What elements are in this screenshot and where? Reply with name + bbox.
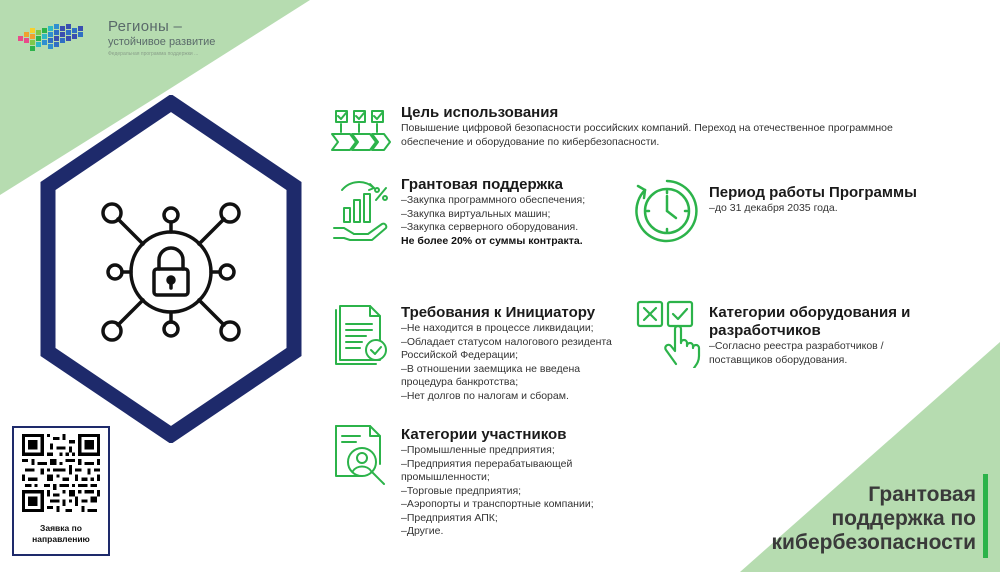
participants-line: –Аэропорты и транспортные компании; — [401, 498, 594, 510]
brand-logo — [14, 14, 244, 74]
qr-caption-line: направлению — [32, 534, 90, 544]
goal-line: Повышение цифровой безопасности российских компаний. Переход на отечественное программное — [401, 122, 893, 134]
requirements-line: процедура банкротства; — [401, 376, 519, 388]
section-requirements — [401, 304, 612, 403]
participants-line: –Предприятия АПК; — [401, 511, 498, 524]
period-title: Период работы Программы — [709, 184, 917, 201]
equipment-title-line: разработчиков — [709, 322, 821, 339]
cybersecurity-lock-network-icon — [103, 204, 239, 340]
requirements-title: Требования к Инициатору — [401, 304, 596, 321]
grant-text — [401, 194, 585, 248]
participants-line: –Другие. — [401, 525, 444, 537]
checklist-arrows-icon — [330, 108, 392, 158]
grant-line: –Закупка программного обеспечения; — [401, 194, 586, 206]
period-line: –до 31 декабря 2035 года. — [709, 202, 838, 214]
requirements-line: –Обладает статусом налогового резидента — [401, 335, 612, 348]
section-goal — [401, 104, 893, 149]
participants-line: промышленности; — [401, 471, 490, 483]
hexagon-frame — [40, 95, 302, 443]
footer-title-line: Грантовая — [868, 483, 976, 506]
equipment-line: поставщиков оборудования. — [709, 353, 848, 366]
participants-line: –Торговые предприятия; — [401, 484, 522, 497]
footer-title — [772, 483, 976, 555]
requirements-line: –Не находится в процессе ликвидации; — [401, 322, 594, 334]
qr-application-box[interactable] — [12, 426, 110, 556]
footer-title-line: поддержка по — [831, 507, 976, 530]
brand-subtitle: устойчивое развитие — [108, 36, 216, 48]
hand-chart-percent-icon — [332, 180, 394, 244]
qr-caption — [14, 523, 108, 545]
participants-line: –Промышленные предприятия; — [401, 444, 555, 456]
qr-code-icon[interactable] — [22, 434, 100, 512]
participants-text — [401, 444, 594, 539]
section-equipment — [709, 304, 910, 367]
qr-caption-line: Заявка по — [40, 523, 82, 533]
clock-icon — [634, 178, 700, 244]
select-hand-icon — [634, 298, 704, 368]
requirements-line: Российской Федерации; — [401, 349, 519, 361]
participants-title: Категории участников — [401, 426, 567, 443]
equipment-title-line: Категории оборудования и — [709, 304, 911, 321]
requirements-line: –В отношении заемщика не введена — [401, 362, 581, 375]
profile-search-icon — [332, 422, 396, 488]
equipment-text — [709, 340, 910, 367]
russia-map-dots-icon — [14, 20, 94, 60]
equipment-line: –Согласно реестра разработчиков / — [709, 340, 884, 352]
equipment-title — [709, 304, 910, 340]
section-grant — [401, 176, 585, 248]
grant-title: Грантовая поддержка — [401, 176, 563, 193]
footer-title-line: кибербезопасности — [771, 531, 976, 554]
goal-text — [401, 122, 893, 149]
grant-line: –Закупка серверного оборудования. — [401, 221, 579, 233]
brand-title: Регионы – — [108, 18, 183, 35]
grant-line: –Закупка виртуальных машин; — [401, 207, 551, 220]
accent-bar — [983, 474, 988, 558]
period-text — [709, 202, 917, 216]
grant-emphasis: Не более 20% от суммы контракта. — [401, 234, 583, 247]
requirements-line: –Нет долгов по налогам и сборам. — [401, 389, 569, 402]
brand-tagline: Федеральная программа поддержки ... — [108, 51, 199, 57]
participants-line: –Предприятия перерабатывающей — [401, 457, 573, 470]
goal-title: Цель использования — [401, 104, 559, 121]
section-period — [709, 184, 917, 216]
section-participants — [401, 426, 594, 539]
requirements-text — [401, 322, 612, 403]
goal-line: обеспечение и оборудование по кибербезопасности. — [401, 135, 660, 148]
document-check-icon — [332, 300, 394, 370]
